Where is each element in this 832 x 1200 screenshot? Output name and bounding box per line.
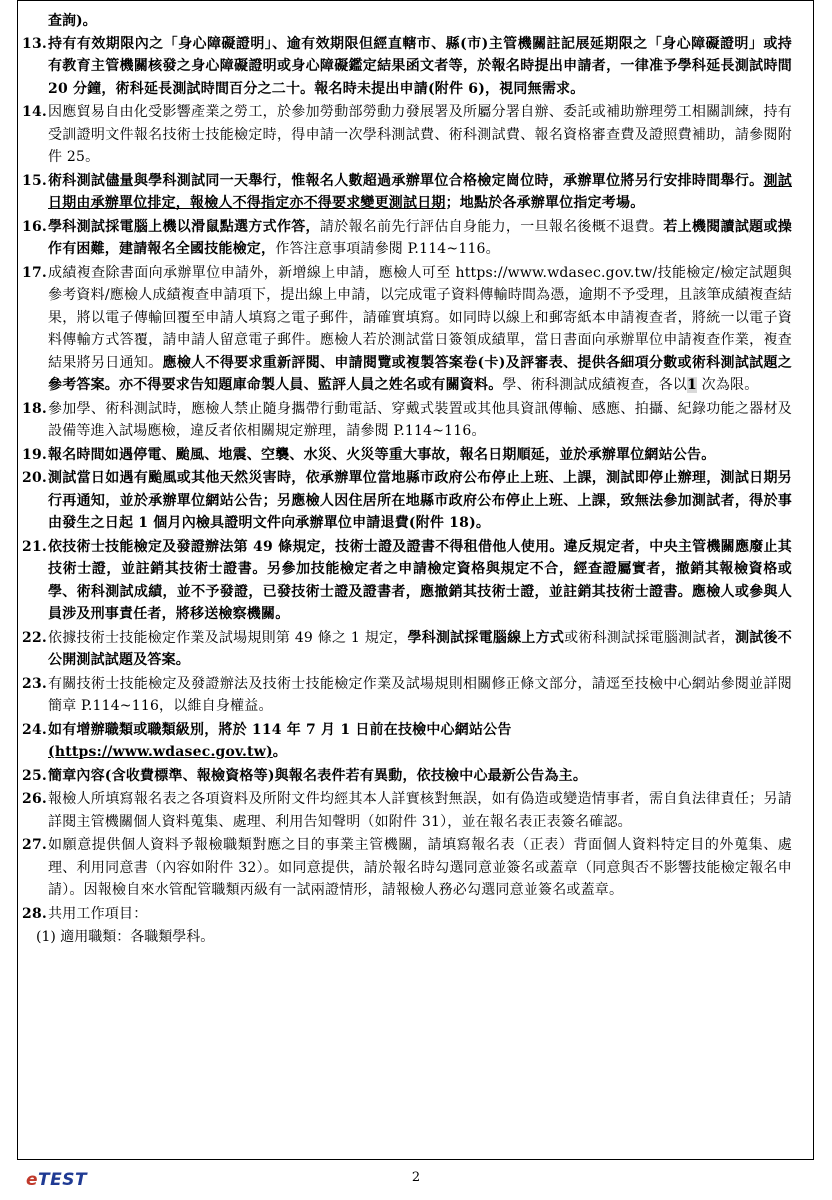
item-text bbox=[48, 719, 792, 764]
logo-text: TEST bbox=[38, 1170, 88, 1190]
sub-item-text: (1) 適用職類：各職類學科。 bbox=[36, 929, 215, 945]
item-number: 24. bbox=[22, 721, 47, 738]
item-number: 26. bbox=[22, 791, 47, 807]
item-text bbox=[48, 33, 792, 101]
text-run: 持有有效期限內之「身心障礙證明」、逾有效期限但經直轄市、縣(市)主管機關註記展延期限之「身心障礙證明」或持有教育主管機關核發之身心障礙證明或身心障礙鑑定結果函文者等，於報名時提出申請者，一律准予學科延長測試時間 20 分鐘，術科延長測試時間百分之二十。報名時未提出申請(附件 6)，視同無需求。 bbox=[48, 35, 792, 97]
page-footer bbox=[0, 1166, 832, 1196]
text-run: 學科測試採電腦線上方式 bbox=[407, 629, 565, 646]
list-item bbox=[22, 627, 792, 672]
list-item bbox=[22, 467, 792, 535]
document-body bbox=[22, 10, 792, 949]
text-run: ；地點於各承辦單位指定考場。 bbox=[445, 195, 645, 211]
item-number: 13. bbox=[22, 35, 47, 52]
text-run: 次為限。 bbox=[696, 377, 759, 393]
item-number: 22. bbox=[22, 629, 47, 646]
item-text bbox=[48, 216, 792, 261]
item-number: 16. bbox=[22, 218, 47, 235]
list-item bbox=[22, 170, 792, 215]
item-number: 15. bbox=[22, 172, 47, 189]
text-run: 應檢人不得要求重新評閱、申請閱覽或複製答案卷(卡)及評審表、提供各細項分數或術科測試試題之參考答案。亦不得要求告知題庫命製人員、監評人員之姓名或有關資料。 bbox=[48, 354, 792, 393]
item-text bbox=[48, 398, 792, 443]
list-item bbox=[22, 536, 792, 626]
text-run: 如願意提供個人資料予報檢職類對應之目的事業主管機關，請填寫報名表（正表）背面個人資料特定目的外蒐集、處理、利用同意書（內容如附件 32）。如同意提供，請於報名時勾選同意並簽名或蓋章（同意與否不影響技能檢定報名申請）。因報檢自來水管配管職類丙級有一試兩證情形，請報檢人務必勾選同意並簽名或蓋章。 bbox=[48, 837, 792, 898]
logo-e: e bbox=[26, 1170, 39, 1190]
item-text bbox=[48, 101, 792, 169]
numbered-list bbox=[22, 33, 792, 926]
item-number: 28. bbox=[22, 905, 47, 922]
text-run: 請於報名前先行評估自身能力，一旦報名後概不退費。 bbox=[319, 218, 664, 235]
text-run: 如有增辦職類或職類級別，將於 114 年 7 月 1 日前在技檢中心網站公告 bbox=[48, 721, 512, 738]
text-run: 報名時間如遇停電、颱風、地震、空襲、水災、火災等重大事故，報名日期順延，並於承辦單位網站公告。 bbox=[48, 446, 716, 463]
item-text bbox=[48, 673, 792, 718]
text-run: 1 bbox=[687, 377, 697, 393]
text-run: 依技術士技能檢定及發證辦法第 49 條規定，技術士證及證書不得租借他人使用。違反規定者，中央主管機關應廢止其技術士證，並註銷其技術士證書。另參加技能檢定者之申請檢定資格與規定不合，經查證屬實者，撤銷其報檢資格或學、術科測試成績，並不予發證，已發技術士證及證書者，應撤銷其技術士證，並註銷其技術士證書。應檢人或參與人員涉及刑事責任者，將移送檢察機關。 bbox=[48, 538, 792, 622]
item-text bbox=[48, 536, 792, 626]
list-item bbox=[22, 262, 792, 397]
list-item bbox=[22, 444, 792, 467]
text-run: 依據技術士技能檢定作業及試場規則第 49 條之 1 規定， bbox=[48, 629, 408, 646]
text-run: 若上機閱讀試題或操作有困難，建請報名全國技能檢定， bbox=[48, 218, 792, 257]
text-run: (https://www.wdasec.gov.tw) bbox=[48, 744, 273, 760]
item-number: 20. bbox=[22, 470, 47, 486]
sub-item bbox=[22, 926, 792, 949]
text-run: 作答注意事項請參閱 P.114~116。 bbox=[275, 241, 500, 257]
text-run: 測試後不公開測試試題及答案。 bbox=[48, 629, 792, 668]
item-number: 23. bbox=[22, 675, 47, 692]
text-run: 報檢人所填寫報名表之各項資料及所附文件均經其本人詳實核對無誤，如有偽造或變造情事者，需自負法律責任；另請詳閱主管機關個人資料蒐集、處理、利用告知聲明（如附件 31），並在報名表正表簽名確認。 bbox=[48, 791, 792, 830]
list-item bbox=[22, 673, 792, 718]
list-item bbox=[22, 834, 792, 902]
text-run: 簡章內容(含收費標準、報檢資格等)與報名表件若有異動，依技檢中心最新公告為主。 bbox=[48, 767, 588, 784]
item-text bbox=[48, 262, 792, 397]
text-run: 測試日期由承辦單位排定，報檢人不得指定亦不得要求變更測試日期 bbox=[48, 172, 792, 211]
text-run: 成績複查除書面向承辦單位申請外，新增線上申請，應檢人可至 https://www.wdasec.gov.tw/技能檢定/檢定試題與參考資料/應檢人成績複查申請項下，提出線上申請，以完成電子資料傳輸時間為憑，逾期不予受理，且該筆成績複查結果，將以電子傳輸回覆至申請人填寫之電子郵件，請確實填寫。如同時以線上和郵寄紙本申請複查者，將統一以電子資料傳輸方式答覆，請申請人留意電子郵件。應檢人若於測試當日簽領成績單，當日書面向承辦單位申請複查作業，複查結果將另日通知。 bbox=[48, 264, 792, 371]
list-item bbox=[22, 765, 792, 788]
item-text bbox=[48, 903, 792, 926]
text-run: 或術科測試採電腦測試者， bbox=[564, 629, 736, 646]
list-item bbox=[22, 398, 792, 443]
item-number: 14. bbox=[22, 104, 47, 120]
list-item bbox=[22, 719, 792, 764]
text-run: 。 bbox=[272, 744, 287, 760]
continuation-text: 查詢)。 bbox=[48, 13, 97, 29]
item-text bbox=[48, 170, 792, 215]
text-run: 術科測試儘量與學科測試同一天舉行，惟報名人數超過承辦單位合格檢定崗位時，承辦單位將另行安排時間舉行。 bbox=[48, 172, 764, 189]
item-text bbox=[48, 467, 792, 535]
text-run: 測試當日如遇有颱風或其他天然災害時，依承辦單位當地縣市政府公布停止上班、上課，測試即停止辦理，測試日期另行再通知，並於承辦單位網站公告；另應檢人因住居所在地縣市政府公布停止上班、上課，致無法參加測試者，得於事由發生之日起 1 個月內檢具證明文件向承辦單位申請退費(附件 18)。 bbox=[48, 470, 792, 531]
text-run: 共用工作項目： bbox=[48, 905, 148, 922]
item-number: 19. bbox=[22, 446, 47, 463]
text-run: 有關技術士技能檢定及發證辦法及技術士技能檢定作業及試場規則相關修正條文部分，請逕至技檢中心網站參閱並詳閱簡章 P.114~116，以維自身權益。 bbox=[48, 675, 792, 714]
list-item bbox=[22, 101, 792, 169]
item-number: 25. bbox=[22, 767, 47, 784]
text-run: 學、術科測試成績複查，各以 bbox=[502, 377, 688, 393]
item-text bbox=[48, 765, 792, 788]
list-item bbox=[22, 788, 792, 833]
list-item bbox=[22, 903, 792, 926]
list-item bbox=[22, 216, 792, 261]
item-text bbox=[48, 788, 792, 833]
text-run: 學科測試採電腦上機以滑鼠點選方式作答， bbox=[48, 218, 320, 235]
page-number: 2 bbox=[411, 1170, 421, 1185]
item-number: 27. bbox=[22, 837, 47, 853]
text-run: 因應貿易自由化受影響產業之勞工，於參加勞動部勞動力發展署及所屬分署自辦、委託或補助辦理勞工相關訓練，持有受訓證明文件報名技術士技能檢定時，得申請一次學科測試費、術科測試費、報名資格審查費及證照費補助，請參閱附件 25。 bbox=[48, 104, 792, 165]
text-run: 參加學、術科測試時，應檢人禁止隨身攜帶行動電話、穿戴式裝置或其他具資訊傳輸、感應、拍攝、紀錄功能之器材及設備等進入試場應檢，違反者依相關規定辦理，請參閱 P.114~116。 bbox=[48, 400, 792, 439]
item-number: 18. bbox=[22, 400, 47, 417]
item-number: 17. bbox=[22, 264, 47, 281]
item-text bbox=[48, 444, 792, 467]
list-item bbox=[22, 33, 792, 101]
item-text bbox=[48, 627, 792, 672]
item-text bbox=[48, 834, 792, 902]
item-number: 21. bbox=[22, 538, 47, 555]
